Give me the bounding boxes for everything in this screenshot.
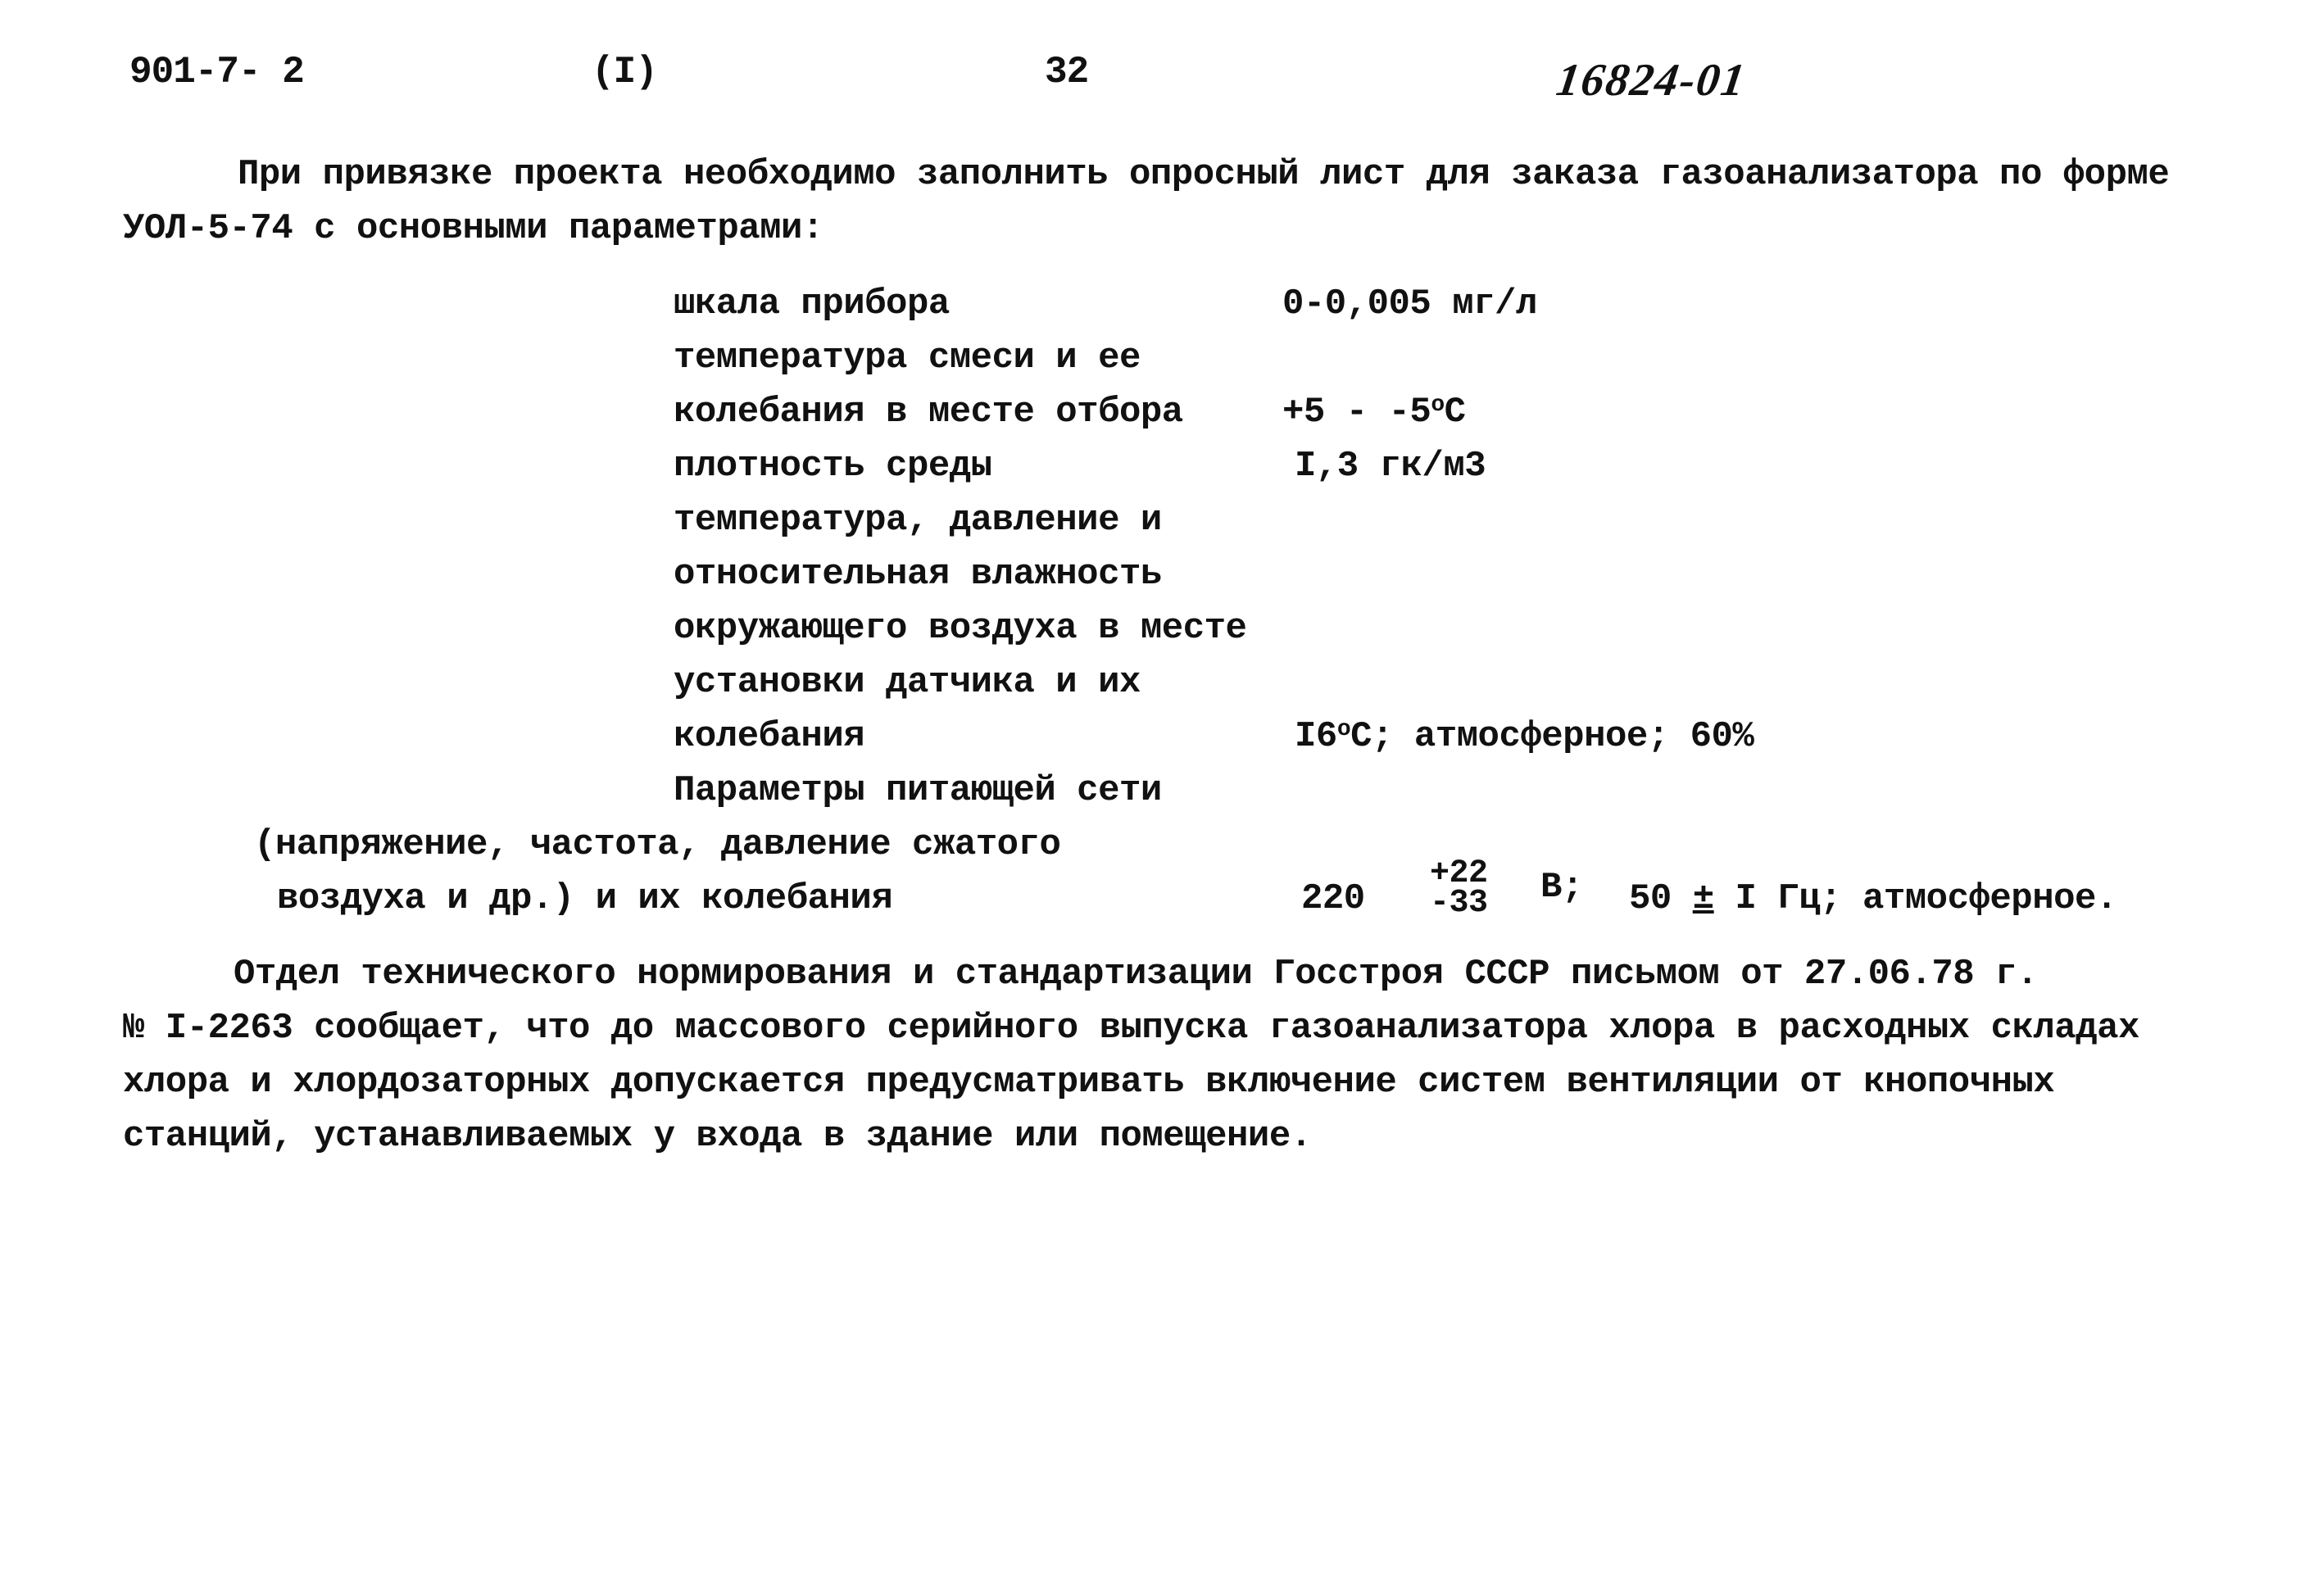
param-label-mix-temp-1: температура смеси и ее [674,338,1141,379]
param-label-ambient-5: колебания [674,716,865,757]
param-value-scale: 0-0,005 мг/л [1282,283,1537,324]
param-label-power-1: Параметры питающей сети [674,770,1162,811]
param-label-power-2: (напряжение, частота, давление сжатого [254,824,1061,865]
closing-line-1: Отдел технического нормирования и стандартизации Госстроя СССР письмом от 27.06.78 г. [234,954,2038,995]
param-label-ambient-2: относительная влажность [674,554,1162,595]
air-pressure-value: атмосферное. [1862,878,2117,919]
param-label-ambient-1: температура, давление и [674,500,1162,541]
ambient-temp: I6 [1295,716,1337,757]
param-value-ambient [1295,710,1754,764]
handwritten-inventory-number: 16824-01 [1553,55,1750,106]
closing-line-2: № I-2263 сообщает, что до массового серийного выпуска газоанализатора хлора в расходных складах [123,1008,2139,1049]
param-label-scale: шкала прибора [674,283,950,324]
intro-line-2: УОЛ-5-74 с основными параметрами: [123,208,823,249]
param-value-density: I,3 гк/м3 [1295,446,1486,487]
mix-temp-range: +5 - -5 [1282,392,1431,433]
page-number: 32 [1045,51,1089,93]
param-label-ambient-3: окружающего воздуха в месте [674,608,1247,649]
param-label-density: плотность среды [674,446,992,487]
plus-minus-sign: ± [1692,878,1714,919]
param-label-mix-temp-2: колебания в месте отбора [674,392,1183,433]
voltage-tolerance [1430,855,1495,926]
frequency-tolerance: I Гц; [1735,878,1842,919]
voltage-unit: В; [1540,867,1583,908]
param-value-frequency [1629,872,2117,926]
part-number: (I) [592,51,657,93]
degree-sign: o [1336,717,1351,742]
param-value-voltage: 220 [1301,878,1365,919]
voltage-tol-plus: +22 [1430,855,1488,892]
param-label-power-3: воздуха и др.) и их колебания [277,878,893,919]
param-value-mix-temp [1282,385,1466,439]
param-label-ambient-4: установки датчика и их [674,662,1141,703]
closing-line-3: хлора и хлордозаторных допускается предусматривать включение систем вентиляции от кнопочных [123,1062,2055,1103]
intro-line-1: При привязке проекта необходимо заполнить опросный лист для заказа газоанализатора по форме [238,154,2170,195]
ambient-rest: C; атмосферное; 60% [1350,716,1754,757]
voltage-tol-minus: -33 [1430,885,1488,922]
degree-sign: o [1431,392,1445,418]
frequency-value: 50 [1629,878,1672,919]
celsius-unit: C [1444,392,1466,433]
document-code: 901-7- 2 [129,51,304,93]
closing-line-4: станций, устанавливаемых у входа в здание или помещение. [123,1116,1312,1157]
